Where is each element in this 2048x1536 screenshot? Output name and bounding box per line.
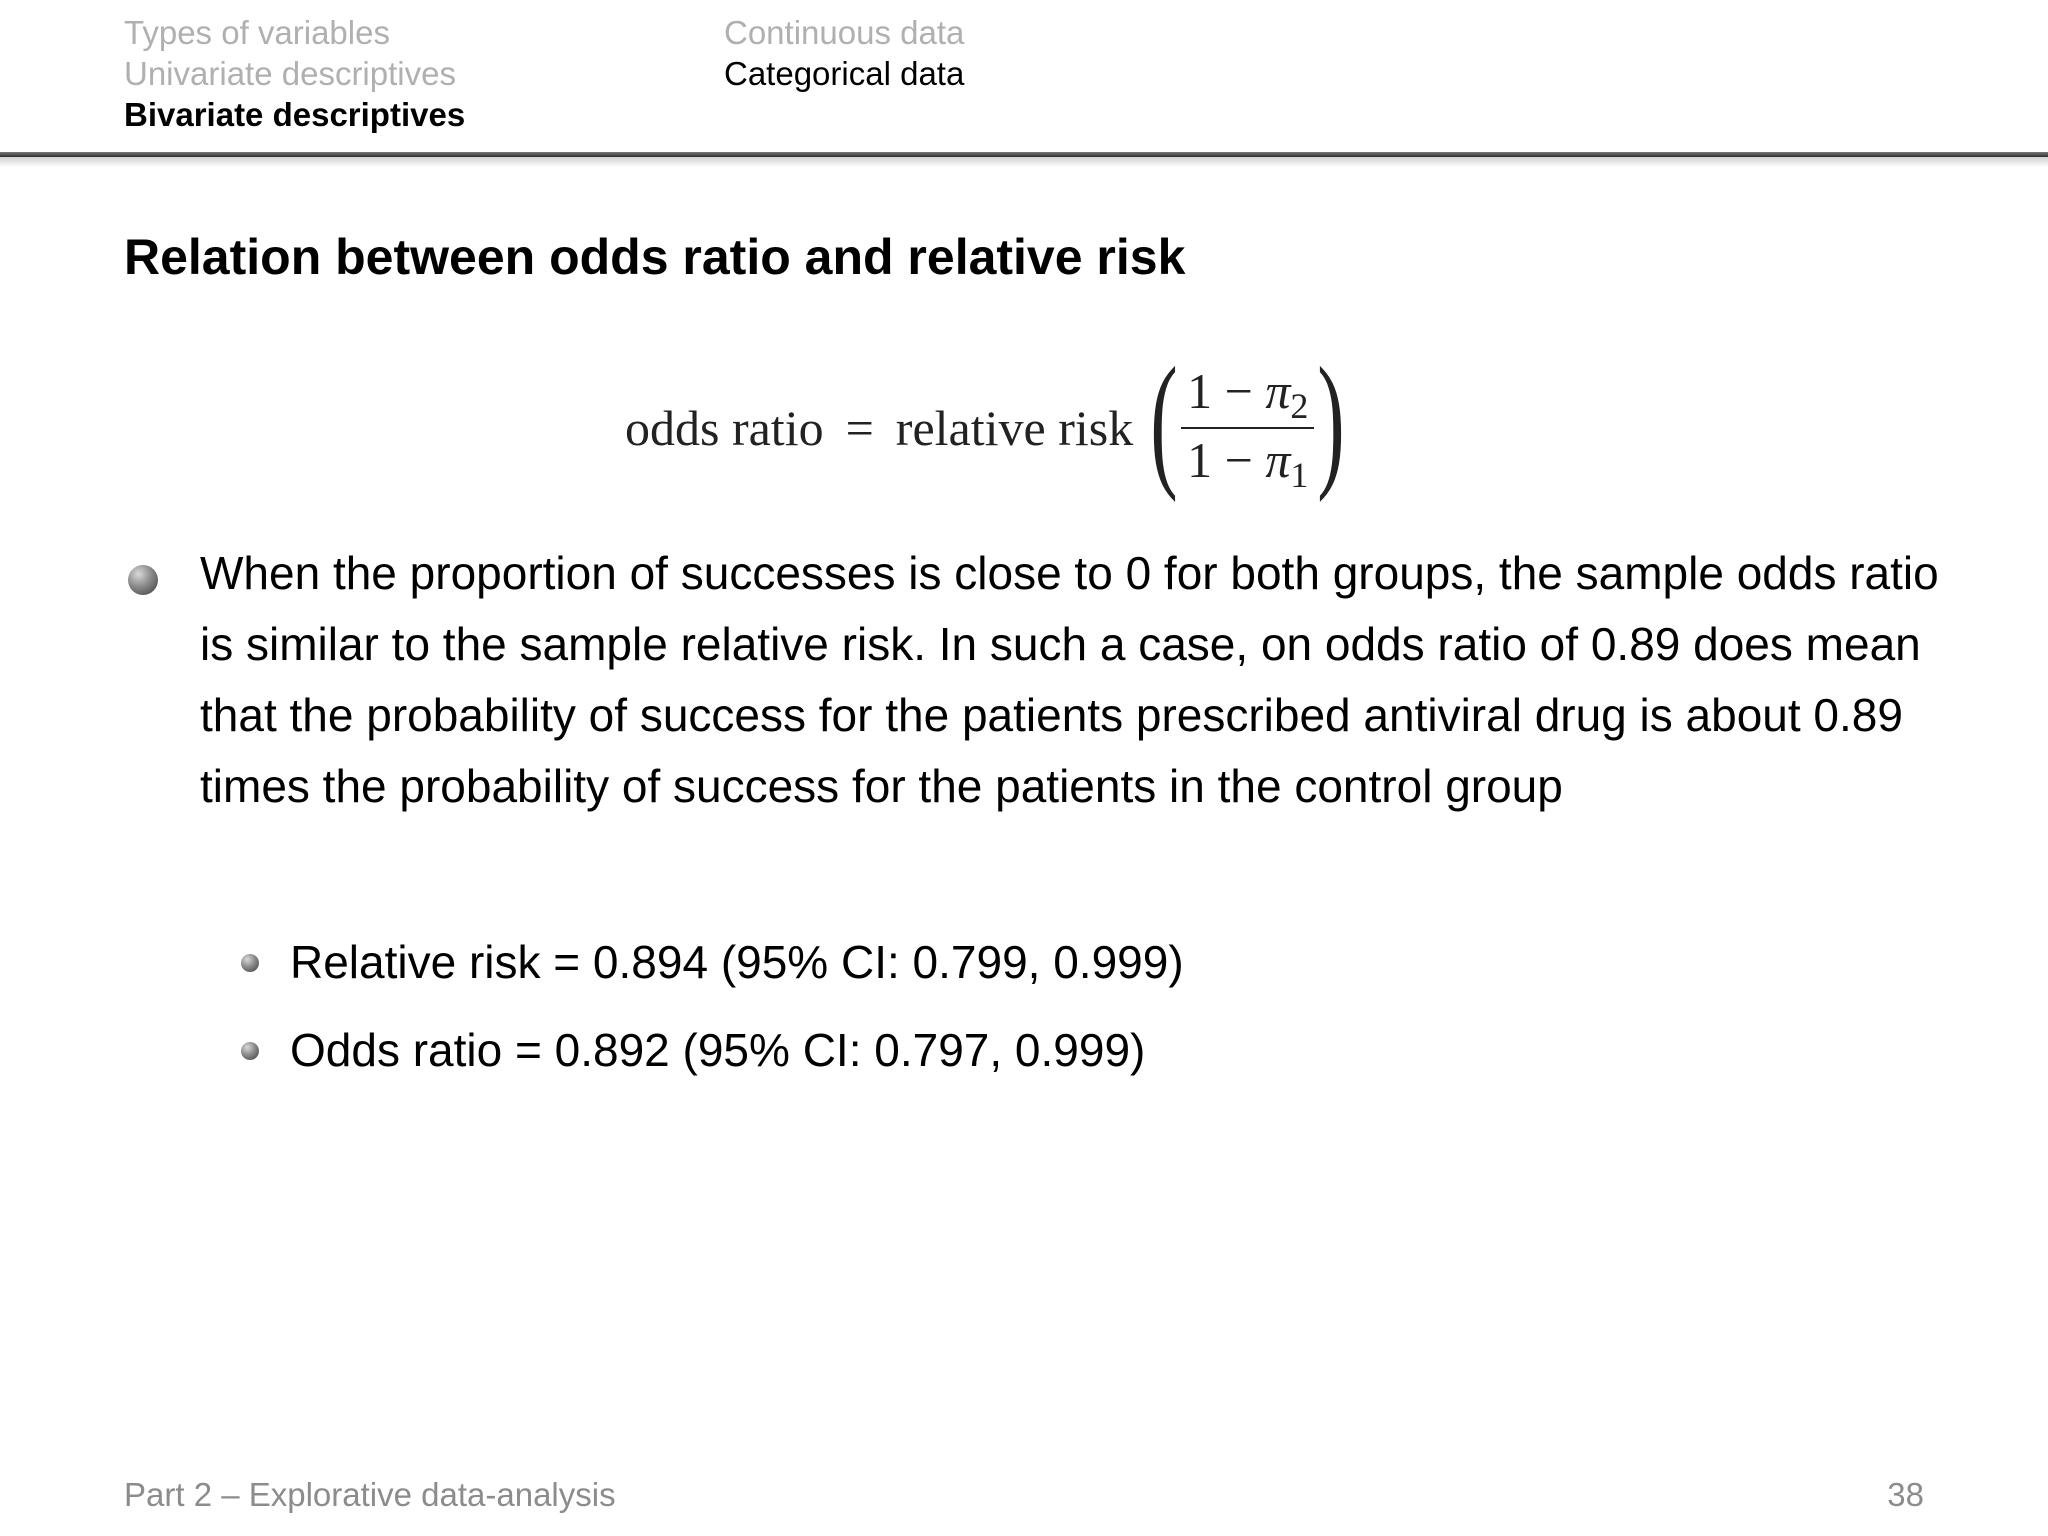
sub-bullet-icon: [241, 1042, 259, 1060]
formula-left-paren: (: [1150, 337, 1178, 503]
nav-section-bivariate-descriptives[interactable]: Bivariate descriptives: [124, 96, 466, 133]
nav-subsection-categorical-data[interactable]: Categorical data: [724, 55, 965, 92]
header-divider-shadow: [0, 157, 2048, 167]
formula: [625, 337, 1346, 503]
formula-denominator: $1 - \pi_1$: [1187, 432, 1309, 495]
nav-section-univariate-descriptives[interactable]: Univariate descriptives: [124, 55, 456, 92]
nav-section-types-of-variables[interactable]: Types of variables: [124, 14, 390, 51]
bullet-icon: [128, 565, 158, 595]
section-nav: [124, 12, 465, 135]
footer-page-number: 38: [1887, 1476, 1924, 1513]
bullet-text: When the proportion of successes is close to 0 for both groups, the sample odds ratio is similar to the sample relative risk. In such a case, on odds ratio of 0.89 does mean that the probability of success for the patients prescribed antiviral drug is about 0.89 times the probability of success for the patients in the control group: [200, 547, 1939, 812]
formula-equals: =: [845, 400, 874, 456]
sub-bullet-relative-risk: Relative risk = 0.894 (95% CI: 0.799, 0.999): [290, 936, 1184, 988]
sub-bullet-icon: [241, 954, 259, 972]
formula-rhs: relative risk: [895, 400, 1134, 456]
slide-title: Relation between odds ratio and relative risk: [124, 229, 1186, 285]
sub-bullet-odds-ratio: Odds ratio = 0.892 (95% CI: 0.797, 0.999): [290, 1024, 1146, 1076]
formula-fraction: [1181, 360, 1314, 496]
formula-lhs: odds ratio: [625, 400, 824, 456]
nav-subsection-continuous-data[interactable]: Continuous data: [724, 14, 965, 51]
header-navigation: [0, 0, 2048, 152]
footer-course-title: Part 2 – Explorative data-analysis: [124, 1476, 616, 1513]
formula-numerator: $1 - \pi_2$: [1187, 363, 1309, 426]
subsection-nav: [724, 12, 964, 94]
formula-right-paren: ): [1317, 337, 1346, 503]
